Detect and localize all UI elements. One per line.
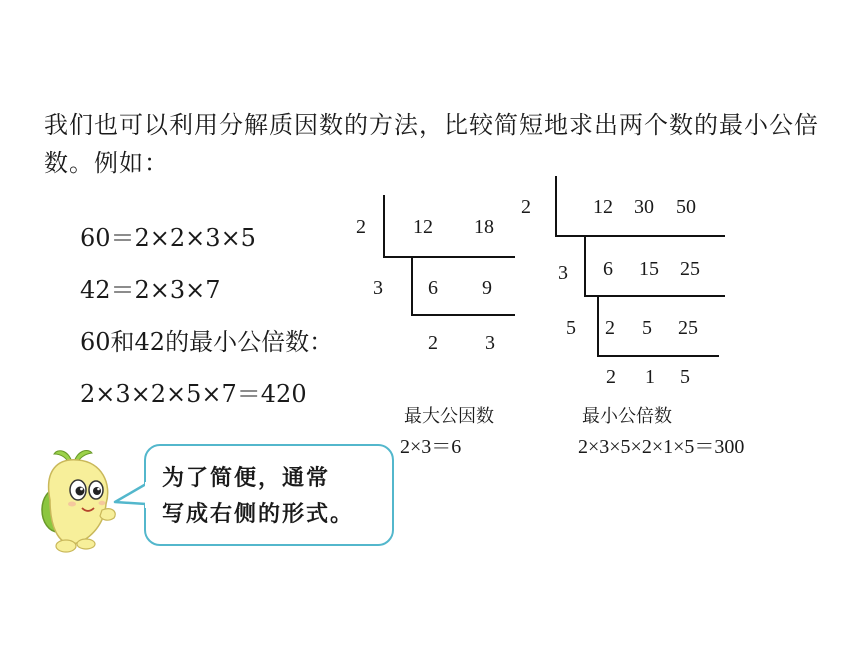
division-bracket-line	[383, 256, 515, 258]
quotient: 3	[485, 332, 495, 354]
quotient: 15	[639, 258, 659, 280]
bubble-line: 写成右侧的形式。	[162, 502, 355, 527]
intro-paragraph: 我们也可以利用分解质因数的方法，比较简短地求出两个数的最小公倍数。例如：	[44, 111, 819, 177]
lcm-result: 2×3×5×2×1×5＝300	[578, 436, 745, 458]
quotient: 6	[603, 258, 613, 280]
dividend: 12	[413, 216, 433, 238]
division-bracket-line	[411, 314, 515, 316]
quotient: 5	[642, 317, 652, 339]
quotient: 2	[428, 332, 438, 354]
divisor: 5	[566, 317, 576, 339]
divisor: 2	[356, 216, 366, 238]
division-bracket-line	[597, 295, 599, 357]
lcm-label: 60和42的最小公倍数：	[80, 328, 334, 356]
bubble-line: 为了简便，通常	[162, 466, 331, 491]
division-bracket-line	[383, 195, 385, 258]
quotient: 5	[680, 366, 690, 388]
dividend: 18	[474, 216, 494, 238]
quotient: 25	[678, 317, 698, 339]
division-bracket-line	[584, 235, 586, 297]
gcd-result: 2×3＝6	[400, 436, 462, 458]
divisor: 2	[521, 196, 531, 218]
lcm-product: 2×3×2×5×7＝420	[80, 380, 307, 408]
dividend: 50	[676, 196, 696, 218]
division-bracket-line	[597, 355, 719, 357]
division-bracket-line	[411, 256, 413, 316]
quotient: 1	[645, 366, 655, 388]
quotient: 2	[605, 317, 615, 339]
quotient: 9	[482, 277, 492, 299]
gcd-caption: 最大公因数	[404, 406, 494, 427]
quotient: 6	[428, 277, 438, 299]
equation-42: 42＝2×3×7	[80, 276, 221, 304]
division-bracket-line	[584, 295, 725, 297]
dividend: 30	[634, 196, 654, 218]
speech-bubble-tail	[113, 480, 149, 510]
division-bracket-line	[555, 176, 557, 237]
divisor: 3	[373, 277, 383, 299]
divisor: 3	[558, 262, 568, 284]
speech-bubble-text	[162, 461, 382, 533]
quotient: 25	[680, 258, 700, 280]
division-bracket-line	[555, 235, 725, 237]
dividend: 12	[593, 196, 613, 218]
lcm-caption: 最小公倍数	[582, 406, 672, 427]
equation-60: 60＝2×2×3×5	[80, 224, 256, 252]
quotient: 2	[606, 366, 616, 388]
